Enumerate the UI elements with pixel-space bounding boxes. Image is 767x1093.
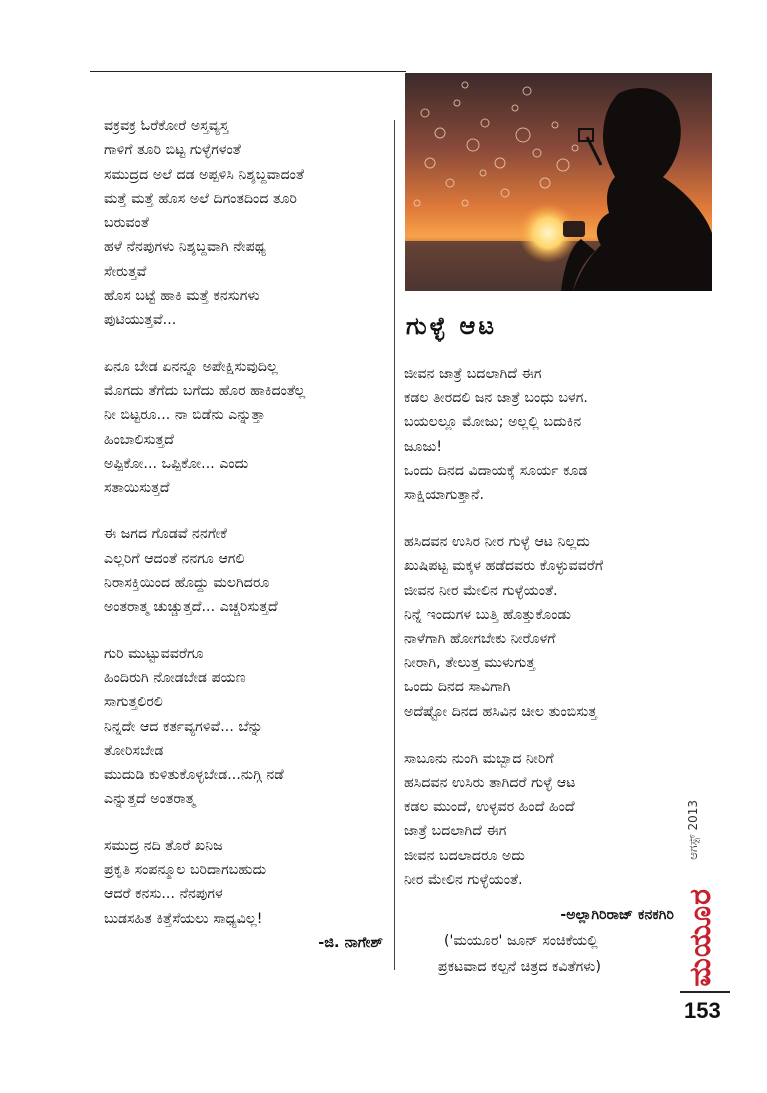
poem-line: ಆದರೆ ಕನಸು... ನೆನಪುಗಳ — [104, 886, 223, 903]
poem-line: ಸಮುದ್ರ ನದಿ ತೊರೆ ಖನಿಜ — [104, 837, 223, 854]
stanza — [404, 530, 704, 724]
poem-line: ಪ್ರಕೃತಿ ಸಂಪನ್ಮೂಲ ಬರಿದಾಗಬಹುದು — [104, 862, 267, 879]
poem-line: ಈ ಜಗದ ಗೊಡವೆ ನನಗೇಕೆ — [104, 526, 228, 543]
poem-line: ಮತ್ತೆ ಮತ್ತೆ ಹೊಸ ಅಲೆ ದಿಗಂತದಿಂದ ತೂರಿ — [104, 190, 297, 207]
poem-line: ಹಳೆ ನೆನಪುಗಳು ನಿಶ್ಶಬ್ದವಾಗಿ ನೇಪಥ್ಯ — [104, 239, 266, 256]
poem-line: ಜಾತ್ರೆ ಬದಲಾಗಿದೆ ಈಗ — [404, 823, 507, 840]
poem-line: ಗಾಳಿಗೆ ತೂರಿ ಬಿಟ್ಟ ಗುಳ್ಳೆಗಳಂತೆ — [104, 142, 241, 159]
poem-line: ನಿನ್ನೆ ಇಂದುಗಳ ಬುತ್ತಿ ಹೊತ್ತುಕೊಂಡು — [404, 606, 572, 623]
issue-date: ಆಗಸ್ಟ್ 2013 — [686, 800, 700, 860]
poem-title: ಗುಳ್ಳೆ ಆಟ — [406, 312, 497, 340]
poem-line: ಕಡಲ ತೀರದಲಿ ಜನ ಜಾತ್ರೆ ಬಂಧು ಬಳಗ. — [404, 390, 588, 407]
poem-photo — [405, 73, 712, 291]
poem-line: ವಕ್ರವಕ್ರ ಓರೆಕೋರೆ ಅಸ್ತವ್ಯಸ್ತ — [104, 118, 229, 134]
poem-line: ಹಸಿದವನ ಉಸಿರ ನೀರ ಗುಳ್ಳೆ ಆಟ ನಿಲ್ಲದು — [404, 534, 590, 551]
magazine-logo: ಮಯೂರ — [683, 888, 718, 987]
poem-line: ಜೀವನ ಬದಲಾದರೂ ಅದು — [404, 847, 525, 864]
poem-line: ಮುದುಡಿ ಕುಳಿತುಕೊಳ್ಳಬೇಡ...ನುಗ್ಗಿ ನಡೆ — [104, 767, 284, 784]
poem-line: ಜೀವನ ಜಾತ್ರೆ ಬದಲಾಗಿದೆ ಈಗ — [404, 366, 542, 382]
poem-line: ಪುಟಿಯುತ್ತವೆ... — [104, 312, 177, 329]
poem-line: ಎನ್ನುತ್ತದೆ ಅಂತರಾತ್ಮ — [104, 791, 196, 808]
poem-line: ಅಪ್ಪಿಕೋ... ಒಪ್ಪಿಕೋ... ಎಂದು — [104, 455, 249, 472]
poem-line: ಎಲ್ಲರಿಗೆ ಆದಂತೆ ನನಗೂ ಆಗಲಿ — [104, 550, 245, 567]
poem-line: ಕಡಲ ಮುಂದೆ, ಉಳ್ಳವರ ಹಿಂದೆ ಹಿಂದೆ — [404, 799, 575, 816]
poem-line: ಹೊಸ ಬಟ್ಟೆ ಹಾಕಿ ಮತ್ತೆ ಕನಸುಗಳು — [104, 288, 260, 305]
poem-line: ಜೂಜು! — [404, 438, 443, 455]
poem-line: ಹಸಿದವನ ಉಸಿರು ತಾಗಿದರೆ ಗುಳ್ಳೆ ಆಟ — [404, 775, 576, 792]
page-number: 153 — [684, 998, 721, 1023]
poem-signature: -ಅಲ್ಲಾಗಿರಿರಾಜ್ ಕನಕಗಿರಿ — [560, 907, 674, 923]
poem-line: ಏನೂ ಬೇಡ ಏನನ್ನೂ ಅಪೇಕ್ಷಿಸುವುದಿಲ್ಲ — [104, 358, 278, 375]
poem-line: ಅಂತರಾತ್ಮ ಚುಚ್ಚುತ್ತದೆ... ಎಚ್ಚರಿಸುತ್ತದೆ — [104, 599, 278, 616]
poem-line: ನಿನ್ನದೇ ಆದ ಕರ್ತವ್ಯಗಳಿವೆ... ಬೆನ್ನು — [104, 718, 263, 735]
poem-line: ಖುಷಿಪಟ್ಟ ಮಕ್ಕಳ ಹಡೆದವರು ಕೊಳ್ಳುವವರೆಗೆ — [404, 558, 604, 575]
poem-line: ನೀ ಬಿಟ್ಟರೂ... ನಾ ಬಿಡೆನು ಎನ್ನುತ್ತಾ — [104, 407, 266, 424]
poem-line: ಹಿಂದಿರುಗಿ ನೋಡಬೇಡ ಪಯಣ — [104, 669, 246, 686]
poem-line: ಅದೆಷ್ಟೋ ದಿನದ ಹಸಿವಿನ ಚೀಲ ತುಂಬಿಸುತ್ತ — [404, 703, 597, 720]
poem-line: ಸಾಗುತ್ತಲಿರಲಿ — [104, 694, 163, 711]
top-rule — [90, 71, 406, 72]
page-number-rule — [680, 991, 730, 993]
poem-line: ಸೇರುತ್ತವೆ — [104, 263, 147, 280]
stanza — [104, 114, 389, 333]
right-poem — [404, 362, 704, 915]
poem-line: ನಾಳೆಗಾಗಿ ಹೋಗಬೇಕು ನೀರೊಳಗೆ — [404, 631, 556, 648]
poem-signature: -ಜಿ. ನಾಗೇಶ್ — [318, 934, 383, 951]
credit-line: ('ಮಯೂರ' ಜೂನ್ ಸಂಚಿಕೆಯಲ್ಲಿ — [444, 933, 598, 949]
left-poem — [104, 114, 389, 955]
poem-line: ಒಂದು ದಿನದ ವಿದಾಯಕ್ಕೆ ಸೂರ್ಯ ಕೂಡ — [404, 462, 588, 479]
poem-line: ಹಿಂಬಾಲಿಸುತ್ತದೆ — [104, 431, 174, 448]
stanza — [104, 355, 389, 501]
poem-line: ಸಮುದ್ರದ ಅಲೆ ದಡ ಅಪ್ಪಳಿಸಿ ನಿಶ್ಶಬ್ದವಾದಂತೆ — [104, 166, 305, 183]
poem-line: ನೀರ ಮೇಲಿನ ಗುಳ್ಳೆಯಂತೆ. — [404, 871, 523, 888]
poem-line: ನೀರಾಗಿ, ತೇಲುತ್ತ ಮುಳುಗುತ್ತ — [404, 655, 536, 672]
stanza — [404, 747, 704, 892]
stanza — [104, 522, 389, 619]
poem-line: ತೋರಿಸಬೇಡ — [104, 742, 164, 759]
sunset-bubble-illustration — [405, 73, 712, 291]
poem-line: ಬುಡಸಹಿತ ಕಿತ್ತೆಸೆಯಲು ಸಾಧ್ಯವಿಲ್ಲ! — [104, 910, 263, 927]
poem-line: ಸಾಕ್ಷಿಯಾಗುತ್ತಾನೆ. — [404, 487, 485, 504]
poem-line: ಸಾಬೂನು ನುಂಗಿ ಮಬ್ಬಾದ ನೀರಿಗೆ — [404, 750, 554, 767]
credit-line: ಪ್ರಕಟವಾದ ಕಲ್ಪನೆ ಚಿತ್ರದ ಕವಿತೆಗಳು) — [438, 959, 602, 975]
poem-line: ಜೀವನ ನೀರ ಮೇಲಿನ ಗುಳ್ಳೆಯಂತೆ. — [404, 582, 558, 599]
poem-line: ಒಂದು ದಿನದ ಸಾವಿಗಾಗಿ — [404, 679, 511, 696]
credit-block — [412, 902, 674, 980]
poem-line: ನಿರಾಸಕ್ತಿಯಿಂದ ಹೊದ್ದು ಮಲಗಿದರೂ — [104, 575, 270, 592]
stanza — [104, 642, 389, 812]
poem-line: ಬಯಲಲ್ಲೂ ಮೋಜು; ಅಲ್ಲಲ್ಲಿ ಬದುಕಿನ — [404, 414, 582, 431]
column-divider — [394, 120, 395, 970]
poem-line: ಮೊಗದು ತೆಗೆದು ಬಗೆದು ಹೊರ ಹಾಕಿದಂತೆಲ್ಲ — [104, 382, 306, 399]
poem-line: ಸತಾಯಿಸುತ್ತದೆ — [104, 480, 170, 497]
poem-line: ಬರುವಂತೆ — [104, 215, 149, 232]
poem-line: ಗುರಿ ಮುಟ್ಟುವವರೆಗೂ — [104, 645, 204, 662]
stanza — [104, 834, 389, 931]
stanza — [404, 362, 704, 507]
